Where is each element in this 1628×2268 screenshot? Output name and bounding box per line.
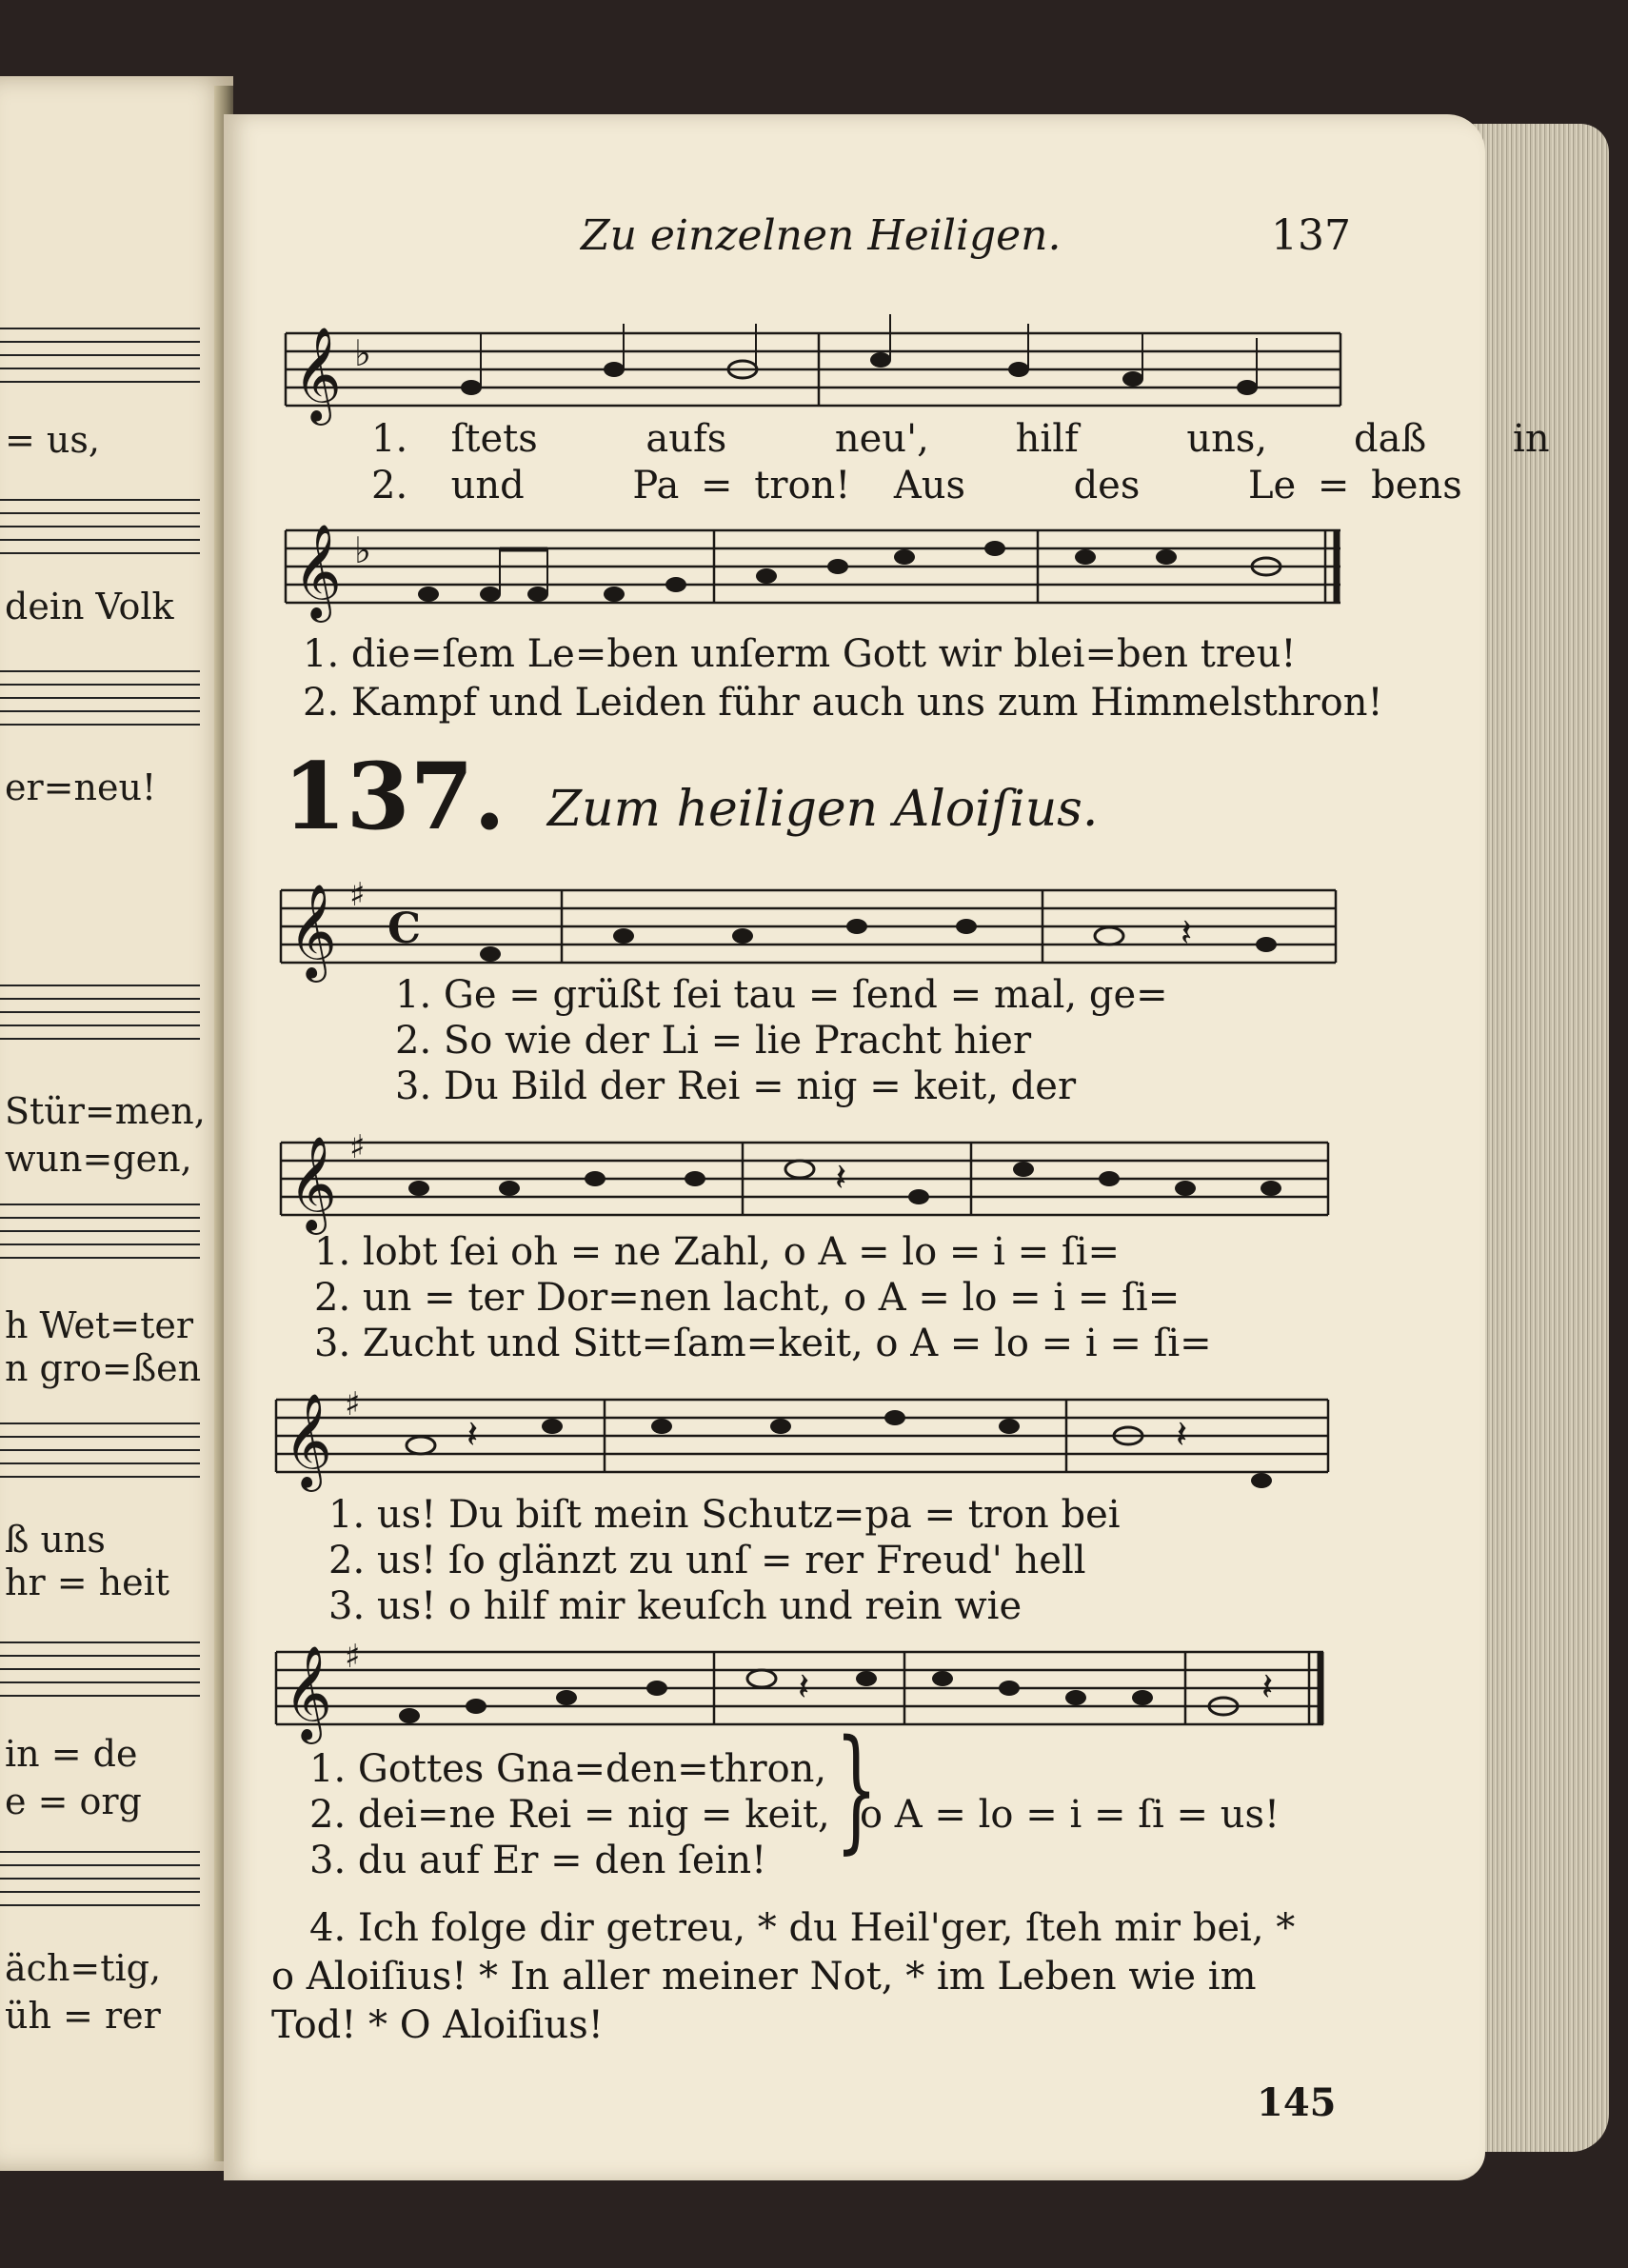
lyric-line: 2. un = ter Dor=nen lacht, o A = lo = i = ſi= xyxy=(314,1276,1181,1320)
svg-text:C: C xyxy=(387,905,422,953)
svg-text:𝄽: 𝄽 xyxy=(467,1413,479,1457)
svg-text:𝄞: 𝄞 xyxy=(284,1393,332,1488)
stanza-4-line: Tod! * O Aloiſius! xyxy=(271,2003,604,2047)
music-staff xyxy=(281,876,1338,985)
left-fragment: äch=tig, xyxy=(5,1947,162,1989)
svg-text:𝄞: 𝄞 xyxy=(288,1136,337,1231)
lyric-line: 1. ſtets aufs neu', hilf uns, daß in xyxy=(371,417,1550,461)
svg-text:𝄞: 𝄞 xyxy=(284,1645,332,1741)
lyric-line: 2. Kampf und Leiden führ auch uns zum Himmelsthron! xyxy=(303,681,1383,725)
lyric-line: 1. die=ſem Le=ben unſerm Gott wir blei=ben treu! xyxy=(303,632,1297,676)
left-fragment: wun=gen, xyxy=(5,1138,192,1180)
music-staff xyxy=(276,1385,1333,1495)
footer-page-number: 145 xyxy=(1257,2080,1337,2125)
lyric-line: 3. us! o hilf mir keuſch und rein wie xyxy=(328,1584,1022,1628)
lyric-line: 2. dei=ne Rei = nig = keit, xyxy=(309,1793,830,1837)
svg-text:𝄞: 𝄞 xyxy=(288,884,337,979)
svg-text:♯: ♯ xyxy=(349,876,366,914)
left-fragment: = us, xyxy=(5,419,100,461)
svg-text:♭: ♭ xyxy=(354,529,371,571)
hymn-title: Zum heiligen Aloiſius. xyxy=(547,781,1099,838)
lyric-line: 1. us! Du biſt mein Schutz=pa = tron bei xyxy=(328,1493,1121,1537)
left-fragment: in = de xyxy=(5,1733,138,1775)
svg-text:𝄽: 𝄽 xyxy=(1176,1413,1188,1457)
music-staff xyxy=(286,524,1342,626)
svg-text:𝄽: 𝄽 xyxy=(1181,911,1193,955)
stanza-4-line: o Aloiſius! * In aller meiner Not, * im Leben wie im xyxy=(271,1955,1257,1999)
running-header: Zu einzelnen Heiligen. xyxy=(581,211,1062,260)
lyric-line: 1. lobt ſei oh = ne Zahl, o A = lo = i = ſi= xyxy=(314,1230,1120,1274)
lyric-line: 1. Ge = grüßt ſei tau = ſend = mal, ge= xyxy=(395,973,1168,1017)
svg-text:♯: ♯ xyxy=(345,1638,361,1676)
lyric-line: 2. So wie der Li = lie Pracht hier xyxy=(395,1019,1032,1063)
left-fragment: n gro=ßen xyxy=(5,1347,202,1389)
svg-text:𝄽: 𝄽 xyxy=(835,1156,847,1200)
lyric-line: 1. Gottes Gna=den=thron, xyxy=(309,1747,827,1791)
music-staff xyxy=(281,1128,1338,1238)
svg-text:𝄽: 𝄽 xyxy=(1261,1665,1274,1709)
svg-text:𝄞: 𝄞 xyxy=(293,327,342,422)
stanza-4-line: 4. Ich folge dir getreu, * du Heil'ger, ſteh mir bei, * xyxy=(309,1906,1296,1950)
music-staff xyxy=(276,1638,1333,1747)
left-fragment: dein Volk xyxy=(5,586,174,627)
hymn-number: 137. xyxy=(283,743,506,850)
svg-text:♯: ♯ xyxy=(349,1128,366,1166)
brace: } xyxy=(835,1712,878,1867)
svg-text:♭: ♭ xyxy=(354,332,371,374)
lyric-line: 2. und Pa = tron! Aus des Le = bens xyxy=(371,464,1462,507)
left-fragment: Stür=men, xyxy=(5,1090,206,1132)
lyric-line: 3. du auf Er = den ſein! xyxy=(309,1839,767,1882)
page-number: 137 xyxy=(1271,211,1351,260)
left-fragment: er=neu! xyxy=(5,766,157,808)
left-fragment: ß uns xyxy=(5,1519,106,1561)
svg-text:𝄞: 𝄞 xyxy=(293,524,342,619)
svg-text:♯: ♯ xyxy=(345,1385,361,1423)
left-fragment: üh = rer xyxy=(5,1995,161,2037)
refrain-line: o A = lo = i = ſi = us! xyxy=(860,1793,1281,1837)
left-fragment: hr = heit xyxy=(5,1562,170,1603)
left-fragment: e = org xyxy=(5,1781,142,1822)
lyric-line: 3. Du Bild der Rei = nig = keit, der xyxy=(395,1064,1077,1108)
left-fragment: h Wet=ter xyxy=(5,1304,194,1346)
lyric-line: 3. Zucht und Sitt=ſam=keit, o A = lo = i = ſi= xyxy=(314,1322,1212,1365)
svg-text:𝄽: 𝄽 xyxy=(798,1665,810,1709)
lyric-line: 2. us! ſo glänzt zu unſ = rer Freud' hell xyxy=(328,1539,1086,1582)
music-staff xyxy=(286,327,1342,428)
